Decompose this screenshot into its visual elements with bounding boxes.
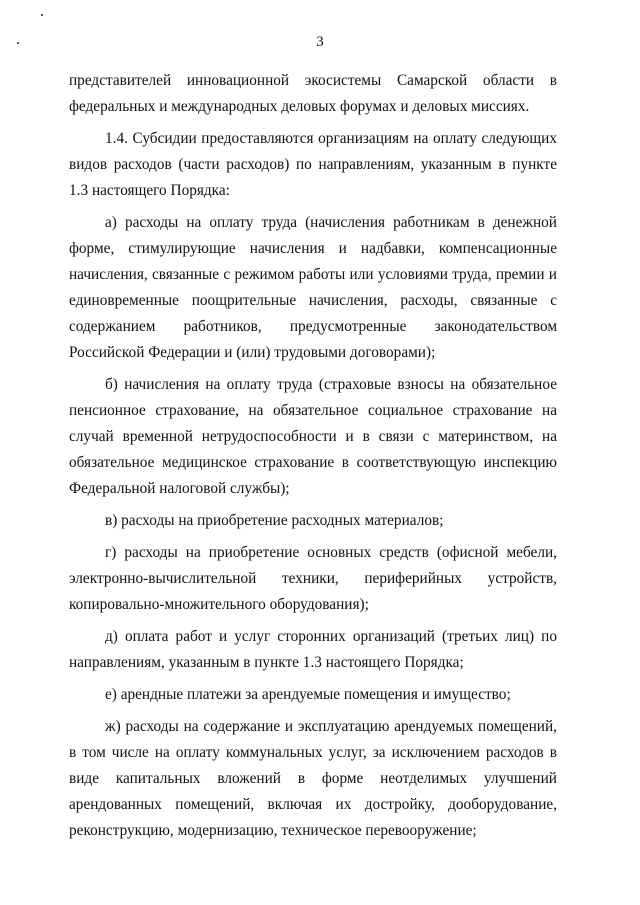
document-body bbox=[69, 68, 557, 844]
scan-speck bbox=[41, 14, 43, 16]
paragraph-item-d: д) оплата работ и услуг сторонних организаций (третьих лиц) по направлениям, указанным в пункте 1.3 настоящего Порядка; bbox=[69, 628, 557, 671]
paragraph-item-v: в) расходы на приобретение расходных материалов; bbox=[105, 512, 444, 529]
paragraph-1-4: 1.4. Субсидии предоставляются организациям на оплату следующих видов расходов (части расходов) по направлениям, указанным в пункте 1.3 настоящего Порядка: bbox=[69, 130, 557, 199]
paragraph-item-e: е) арендные платежи за арендуемые помещения и имущество; bbox=[105, 686, 511, 703]
paragraph-item-zh: ж) расходы на содержание и эксплуатацию арендуемых помещений, в том числе на оплату коммунальных услуг, за исключением расходов в виде капитальных вложений в форме неотделимых улучшений арендованных помещений, включая их достройку, дооборудование, реконструкцию, модернизацию, техническое перевооружение; bbox=[69, 718, 557, 839]
page-number: 3 bbox=[316, 34, 324, 50]
paragraph-item-g: г) расходы на приобретение основных средств (офисной мебели, электронно-вычислительной техники, периферийных устройств, копировально-множительного оборудования); bbox=[69, 544, 557, 613]
paragraph-item-a: а) расходы на оплату труда (начисления работникам в денежной форме, стимулирующие начисления и надбавки, компенсационные начисления, связанные с режимом работы или условиями труда, премии и единовременные поощрительные начисления, расходы, связанные с содержанием работников, предусмотренные законодательством Российской Федерации и (или) трудовыми договорами); bbox=[69, 214, 557, 361]
paragraph-item-b: б) начисления на оплату труда (страховые взносы на обязательное пенсионное страхование, на обязательное социальное страхование на случай временной нетрудоспособности и в связи с материнством, на обязательное медицинское страхование в соответствующую инспекцию Федеральной налоговой службы); bbox=[69, 376, 557, 497]
paragraph-continuation: представителей инновационной экосистемы Самарской области в федеральных и международных деловых форумах и деловых миссиях. bbox=[69, 72, 557, 115]
